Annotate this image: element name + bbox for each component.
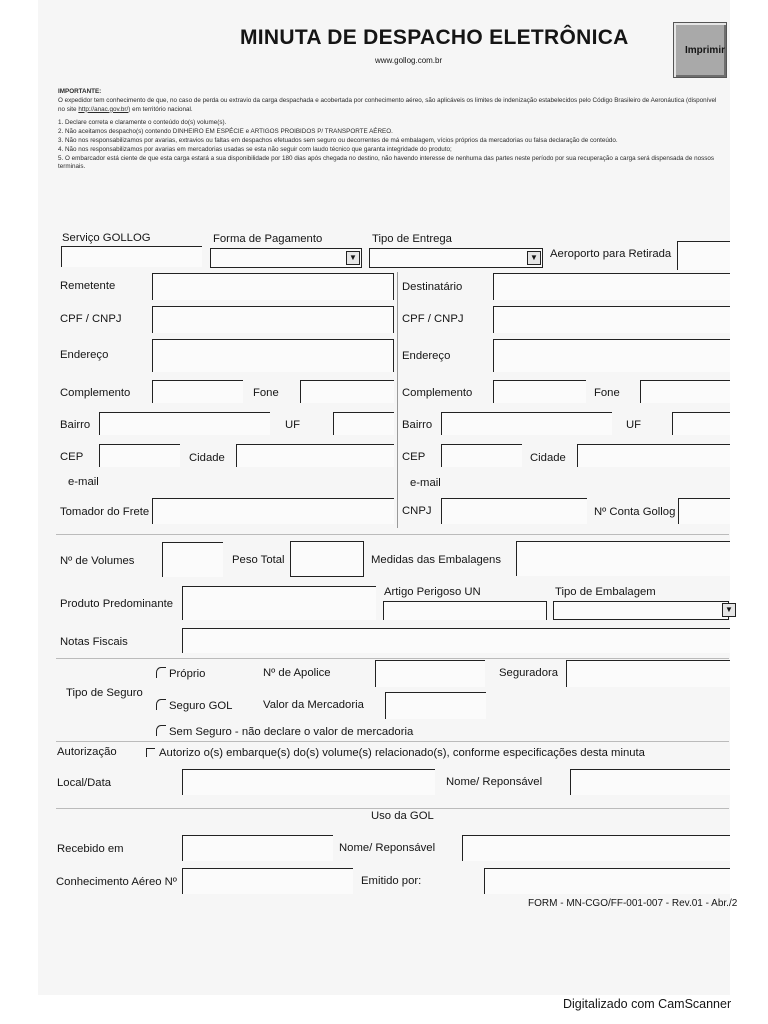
destinatario-bairro-input[interactable] [441, 412, 612, 435]
camscanner-footer: Digitalizado com CamScanner [563, 997, 732, 1011]
tipo-seguro-label: Tipo de Seguro [66, 687, 143, 699]
autorizo-checkbox-icon[interactable] [146, 748, 155, 757]
notice-item-5: 5. O embarcador está ciente de que esta carga estará a sua disponibilidade por 180 dias após chegada no destino, não havendo interesse de nenhuma das partes neste período por sua recuperação a carga será dispensada de nossos terminais. [58, 154, 715, 171]
remetente-endereco-label: Endereço [60, 349, 109, 361]
tomador-input[interactable] [152, 498, 394, 524]
destinatario-cidade-input[interactable] [577, 444, 730, 467]
center-divider [397, 272, 398, 528]
autorizacao-label: Autorização [57, 746, 117, 758]
destinatario-cpf-input[interactable] [493, 306, 730, 333]
destinatario-endereco-input[interactable] [493, 339, 730, 372]
destinatario-cep-input[interactable] [441, 444, 522, 467]
divider-authorization [56, 741, 729, 742]
gol-nome-label: Nome/ Reponsável [339, 842, 436, 854]
medidas-label: Medidas das Embalagens [371, 554, 501, 566]
destinatario-endereco-label: Endereço [402, 350, 451, 362]
remetente-endereco-input[interactable] [152, 339, 394, 372]
valor-mercadoria-input[interactable] [385, 692, 486, 719]
remetente-uf-input[interactable] [333, 412, 394, 435]
remetente-cpf-label: CPF / CNPJ [60, 313, 122, 325]
remetente-bairro-label: Bairro [60, 419, 91, 431]
notice-paragraph-before: O expedidor tem conhecimento de que, no caso de perda ou extravio da carga despachada e acobertada por conhecimento aéreo, são aplicáveis os limites de indenização estabelecidos pelo Código Brasileiro de Aeronáutica (disponível no site [58, 96, 717, 113]
uso-gol-title: Uso da GOL [371, 810, 434, 822]
recebido-input[interactable] [182, 835, 333, 861]
destinatario-fone-input[interactable] [640, 380, 730, 403]
seguradora-input[interactable] [566, 660, 730, 687]
notice-paragraph-after: ) em território nacional. [128, 105, 193, 113]
destinatario-bairro-label: Bairro [402, 419, 433, 431]
radio-proprio[interactable] [156, 667, 205, 680]
print-button[interactable] [673, 22, 727, 78]
conhecimento-input[interactable] [182, 868, 353, 894]
radio-proprio-label: Próprio [169, 668, 206, 680]
notas-input[interactable] [182, 628, 730, 653]
pagamento-label: Forma de Pagamento [213, 233, 323, 245]
apolice-label: Nº de Apolice [263, 667, 331, 679]
nome-responsavel-label: Nome/ Reponsável [446, 776, 543, 788]
divider-insurance [56, 658, 729, 659]
notice-item-1: 1. Declare correta e claramente o conteúdo do(s) volume(s). [58, 119, 227, 127]
emitido-input[interactable] [484, 868, 730, 894]
form-title: MINUTA DE DESPACHO ELETRÔNICA [240, 26, 629, 49]
nome-responsavel-input[interactable] [570, 769, 730, 795]
servico-input[interactable] [61, 246, 202, 267]
aeroporto-input[interactable] [677, 241, 730, 270]
pagamento-dropdown-icon[interactable]: ▼ [346, 251, 360, 265]
entrega-select[interactable] [369, 248, 543, 268]
website-text: www.gollog.com.br [375, 56, 443, 65]
peso-label: Peso Total [232, 554, 285, 566]
remetente-complemento-input[interactable] [152, 380, 243, 403]
destinatario-fone-label: Fone [594, 387, 620, 399]
artigo-perigoso-input[interactable] [383, 601, 547, 620]
apolice-input[interactable] [375, 660, 485, 687]
notas-label: Notas Fiscais [60, 636, 128, 648]
autorizo-checkbox-label: Autorizo o(s) embarque(s) do(s) volume(s) relacionado(s), conforme especificações desta minuta [159, 747, 645, 759]
remetente-complemento-label: Complemento [60, 387, 131, 399]
remetente-fone-label: Fone [253, 387, 279, 399]
destinatario-cep-label: CEP [402, 451, 426, 463]
entrega-label: Tipo de Entrega [372, 233, 452, 245]
emitido-label: Emitido por: [361, 875, 422, 887]
destinatario-email-label: e-mail [410, 477, 441, 489]
radio-proprio-icon[interactable] [156, 667, 166, 678]
recebido-label: Recebido em [57, 843, 124, 855]
remetente-label: Remetente [60, 280, 116, 292]
volumes-input[interactable] [162, 542, 223, 577]
divider-gol-use [56, 808, 729, 809]
produto-input[interactable] [182, 586, 376, 620]
seguradora-label: Seguradora [499, 667, 559, 679]
notice-item-2: 2. Não aceitamos despacho(s) contendo DINHEIRO EM ESPÉCIE e ARTIGOS PROIBIDOS P/ TRANSPORTE AÉREO. [58, 128, 393, 136]
local-data-input[interactable] [182, 769, 435, 795]
remetente-input[interactable] [152, 273, 394, 300]
tipo-embalagem-dropdown-icon[interactable]: ▼ [722, 603, 736, 617]
divider-cargo [56, 534, 729, 535]
remetente-uf-label: UF [285, 419, 301, 431]
notice-block [58, 88, 722, 172]
remetente-cep-label: CEP [60, 451, 84, 463]
servico-label: Serviço GOLLOG [62, 232, 151, 244]
local-data-label: Local/Data [57, 777, 112, 789]
destinatario-complemento-label: Complemento [402, 387, 473, 399]
destinatario-uf-input[interactable] [672, 412, 730, 435]
destinatario-cpf-label: CPF / CNPJ [402, 313, 464, 325]
remetente-cidade-input[interactable] [236, 444, 394, 467]
pagamento-select[interactable] [210, 248, 362, 268]
notice-item-4: 4. Não nos responsabilizamos por avarias em mercadorias usadas se esta não seguir com laudo técnico que garanta integridade do produto; [58, 145, 452, 153]
radio-seguro-gol[interactable] [156, 699, 232, 712]
radio-sem-seguro-icon[interactable] [156, 725, 166, 736]
valor-mercadoria-label: Valor da Mercadoria [263, 699, 364, 711]
radio-seguro-gol-icon[interactable] [156, 699, 166, 710]
notice-paragraph [58, 97, 722, 115]
entrega-dropdown-icon[interactable]: ▼ [527, 251, 541, 265]
destinatario-cidade-label: Cidade [530, 452, 566, 464]
destinatario-uf-label: UF [626, 419, 642, 431]
remetente-cpf-input[interactable] [152, 306, 394, 333]
print-button-label: Imprimir [684, 44, 725, 56]
remetente-fone-input[interactable] [300, 380, 394, 403]
radio-sem-seguro[interactable] [156, 725, 413, 738]
autorizo-checkbox[interactable] [146, 747, 645, 759]
tipo-embalagem-select[interactable] [553, 601, 733, 620]
aeroporto-label: Aeroporto para Retirada [550, 248, 672, 260]
tomador-cnpj-input[interactable] [441, 498, 587, 524]
remetente-cep-input[interactable] [99, 444, 180, 467]
conta-gollog-label: Nº Conta Gollog [594, 506, 676, 518]
destinatario-input[interactable] [493, 273, 730, 300]
produto-label: Produto Predominante [60, 598, 174, 610]
conta-gollog-input[interactable] [678, 498, 730, 524]
tomador-cnpj-label: CNPJ [402, 505, 432, 517]
anac-link[interactable]: http://anac.gov.br/ [78, 105, 129, 113]
notice-item-3: 3. Não nos responsabilizamos por avarias, extravios ou faltas em despachos efetuados sem seguro ou decorrentes de má embalagem, vícios próprios da mercadorias ou falsa declaração de conteúdo. [58, 136, 618, 144]
tipo-embalagem-label: Tipo de Embalagem [555, 586, 656, 598]
remetente-bairro-input[interactable] [99, 412, 270, 435]
radio-seguro-gol-label: Seguro GOL [169, 700, 233, 712]
notice-heading: IMPORTANTE: [58, 88, 102, 95]
volumes-label: Nº de Volumes [60, 555, 135, 567]
form-code: FORM - MN-CGO/FF-001-007 - Rev.01 - Abr./2 [528, 898, 738, 909]
gol-nome-input[interactable] [462, 835, 730, 861]
artigo-perigoso-label: Artigo Perigoso UN [384, 586, 481, 598]
tomador-label: Tomador do Frete [60, 506, 150, 518]
remetente-email-label: e-mail [68, 476, 99, 488]
peso-input[interactable] [290, 541, 364, 577]
destinatario-label: Destinatário [402, 281, 463, 293]
destinatario-complemento-input[interactable] [493, 380, 586, 403]
remetente-cidade-label: Cidade [189, 452, 225, 464]
radio-sem-seguro-label: Sem Seguro - não declare o valor de mercadoria [169, 726, 414, 738]
conhecimento-label: Conhecimento Aéreo Nº [56, 876, 177, 888]
medidas-input[interactable] [516, 541, 730, 576]
